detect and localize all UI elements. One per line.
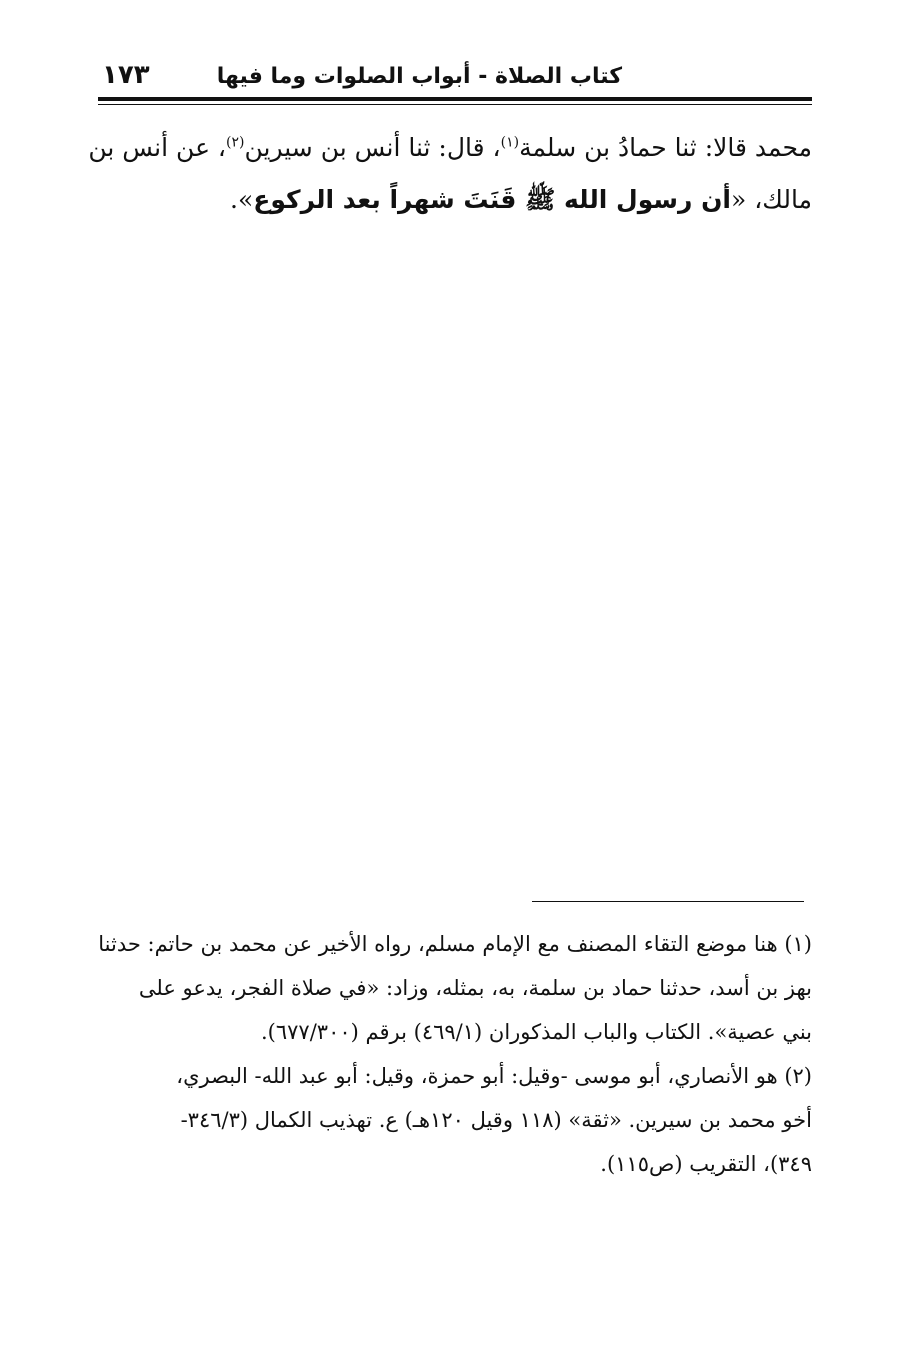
footnote-ref-2[interactable]: (٢)	[226, 134, 245, 151]
main-text-line-1	[88, 122, 812, 174]
text-run: ، قال: ثنا أنس بن سيرين	[244, 133, 501, 162]
running-title: كتاب الصلاة - أبواب الصلوات وما فيها	[216, 64, 622, 89]
footnote-2	[96, 1054, 812, 1186]
footnote-ref-1[interactable]: (١)	[500, 134, 520, 151]
footnotes	[96, 922, 812, 1186]
text-run: ».	[230, 185, 254, 214]
footnote-line: ٣٤٩)، التقريب (ص١١٥).	[600, 1152, 812, 1176]
footnote-line: (٢) هو الأنصاري، أبو موسى -وقيل: أبو حمزة، وقيل: أبو عبد الله- البصري،	[176, 1064, 812, 1088]
footnote-1	[96, 922, 812, 1054]
hadith-text: أن رسول الله ﷺ قَنَتَ شهراً بعد الركوع	[253, 185, 731, 214]
text-run: ، عن أنس بن	[88, 133, 226, 162]
footnote-line: أخو محمد بن سيرين. «ثقة» (١١٨ وقيل ١٢٠هـ) ع. تهذيب الكمال (٣٤٦/٣-	[180, 1108, 812, 1132]
header-rule-thin	[98, 104, 812, 105]
main-text-line-2	[100, 174, 812, 226]
header-rule-thick	[98, 97, 812, 101]
running-header	[98, 58, 810, 98]
footnote-line: (١) هنا موضع التقاء المصنف مع الإمام مسلم، رواه الأخير عن محمد بن حاتم: حدثنا	[98, 932, 812, 956]
text-run: مالك، «	[730, 185, 812, 214]
page-number: ١٧٣	[102, 60, 150, 90]
text-run: محمد قالا: ثنا حمادُ بن سلمة	[519, 133, 812, 162]
footnote-line: بهز بن أسد، حدثنا حماد بن سلمة، به، بمثله، وزاد: «في صلاة الفجر، يدعو على	[138, 976, 812, 1000]
footnote-separator	[532, 901, 804, 902]
main-text	[88, 122, 812, 226]
footnote-line: بني عصية». الكتاب والباب المذكوران (٤٦٩/١) برقم (٦٧٧/٣٠٠).	[261, 1020, 812, 1044]
